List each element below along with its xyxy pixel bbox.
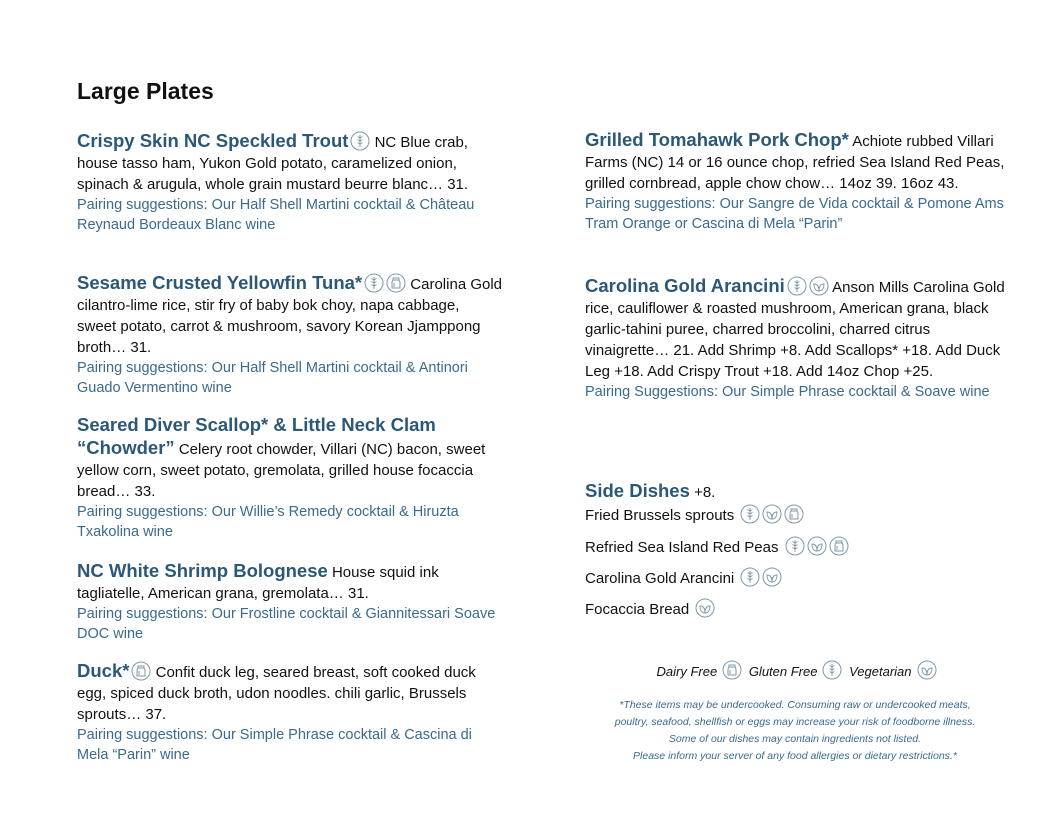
vegetarian-icon bbox=[762, 567, 782, 587]
disclaimer-line: Some of our dishes may contain ingredients not listed. bbox=[668, 733, 922, 745]
menu-item bbox=[585, 129, 1005, 234]
menu-item bbox=[585, 275, 1005, 402]
side-dish bbox=[585, 598, 715, 618]
item-description: Achiote rubbed Villari Farms (NC) 14 or 16 ounce chop, refried Sea Island Red Peas, grilled cornbread, apple chow chow… 14oz 39. 16oz 43. bbox=[585, 133, 1005, 192]
section-heading: Large Plates bbox=[77, 78, 214, 104]
pairing-suggestion: Pairing suggestions: Our Half Shell Martini cocktail & Antinori Guado Vermentino wine bbox=[77, 360, 468, 396]
item-name: Sesame Crusted Yellowfin Tuna* bbox=[77, 272, 363, 293]
menu-item bbox=[77, 272, 502, 398]
pairing-suggestion: Pairing suggestions: Our Half Shell Martini cocktail & Château Reynaud Bordeaux Blanc wine bbox=[77, 197, 475, 233]
dairy-free-icon bbox=[784, 504, 804, 524]
dairy-free-icon bbox=[386, 273, 406, 293]
disclaimer-line: poultry, seafood, shellfish or eggs may increase your risk of foodborne illness. bbox=[614, 716, 976, 728]
item-description: House squid ink tagliatelle, American grana, gremolata… 31. bbox=[77, 564, 439, 602]
side-dish bbox=[585, 504, 804, 524]
item-name: Seared Diver Scallop* & Little Neck Clam “Chowder” bbox=[77, 414, 436, 458]
legend-vegetarian: Vegetarian bbox=[849, 664, 912, 679]
vegetarian-icon bbox=[695, 598, 715, 618]
gluten-free-icon bbox=[785, 536, 805, 556]
item-description: NC Blue crab, house tasso ham, Yukon Gold potato, caramelized onion, spinach & arugula, whole grain mustard beurre blanc… 31. bbox=[77, 134, 469, 193]
item-description: Anson Mills Carolina Gold rice, cauliflower & roasted mushroom, American grana, black garlic-tahini puree, charred broccolini, charred citrus vinaigrette… 21. Add Shrimp +8. Add Scallops* +18. Add Duck Leg +18. Add Crispy Trout +18. Add 14oz Chop +25. bbox=[585, 279, 1005, 380]
side-dish bbox=[585, 536, 849, 556]
vegetarian-icon bbox=[807, 536, 827, 556]
menu-item bbox=[77, 660, 502, 765]
vegetarian-icon bbox=[762, 504, 782, 524]
gluten-free-icon bbox=[350, 131, 370, 151]
side-dish-name: Carolina Gold Arancini bbox=[585, 570, 735, 587]
side-dish-name: Focaccia Bread bbox=[585, 601, 690, 618]
disclaimer bbox=[575, 697, 1015, 765]
side-dish-name: Refried Sea Island Red Peas bbox=[585, 539, 779, 556]
side-dishes-price: +8. bbox=[694, 484, 716, 501]
menu-item bbox=[77, 130, 502, 235]
legend-dairy-free: Dairy Free bbox=[656, 664, 718, 679]
side-dish-name: Fried Brussels sprouts bbox=[585, 507, 735, 524]
gluten-free-icon bbox=[740, 504, 760, 524]
gluten-free-icon bbox=[787, 276, 807, 296]
item-description: Carolina Gold cilantro-lime rice, stir fry of baby bok choy, napa cabbage, sweet potato, carrot & mushroom, savory Korean Jjamppong broth… 31. bbox=[77, 276, 503, 356]
dairy-free-icon bbox=[829, 536, 849, 556]
gluten-free-icon bbox=[740, 567, 760, 587]
vegetarian-icon bbox=[809, 276, 829, 296]
vegetarian-icon bbox=[917, 660, 937, 680]
dairy-free-icon bbox=[131, 661, 151, 681]
gluten-free-icon bbox=[822, 660, 842, 680]
menu-item bbox=[77, 414, 502, 542]
pairing-suggestion: Pairing suggestions: Our Simple Phrase cocktail & Cascina di Mela “Parin” wine bbox=[77, 727, 472, 763]
disclaimer-line: *These items may be undercooked. Consuming raw or undercooked meats, bbox=[619, 699, 971, 711]
item-name: Grilled Tomahawk Pork Chop* bbox=[585, 129, 849, 150]
item-description: Confit duck leg, seared breast, soft cooked duck egg, spiced duck broth, udon noodles. chili garlic, Brussels sprouts… 37. bbox=[77, 664, 476, 723]
menu-item bbox=[77, 560, 502, 644]
gluten-free-icon bbox=[364, 273, 384, 293]
pairing-suggestion: Pairing suggestions: Our Willie’s Remedy cocktail & Hiruzta Txakolina wine bbox=[77, 504, 459, 540]
item-description: Celery root chowder, Villari (NC) bacon, sweet yellow corn, sweet potato, gremolata, grilled house focaccia bread… 33. bbox=[77, 441, 486, 500]
pairing-suggestion: Pairing Suggestions: Our Simple Phrase cocktail & Soave wine bbox=[585, 384, 990, 400]
item-name: Crispy Skin NC Speckled Trout bbox=[77, 130, 349, 151]
pairing-suggestion: Pairing suggestions: Our Frostline cocktail & Giannitessari Soave DOC wine bbox=[77, 606, 496, 642]
item-name: Duck* bbox=[77, 660, 130, 681]
item-name: NC White Shrimp Bolognese bbox=[77, 560, 328, 581]
pairing-suggestion: Pairing suggestions: Our Sangre de Vida cocktail & Pomone Ams Tram Orange or Cascina di Mela “Parin” bbox=[585, 196, 1004, 232]
side-dishes-header bbox=[585, 480, 1005, 503]
legend-gluten-free: Gluten Free bbox=[748, 664, 818, 679]
dairy-free-icon bbox=[722, 660, 742, 680]
side-dish bbox=[585, 567, 782, 587]
disclaimer-line: Please inform your server of any food allergies or dietary restrictions.* bbox=[633, 750, 957, 762]
side-dishes-title: Side Dishes bbox=[585, 480, 690, 501]
item-name: Carolina Gold Arancini bbox=[585, 275, 785, 296]
diet-legend bbox=[580, 660, 1010, 680]
